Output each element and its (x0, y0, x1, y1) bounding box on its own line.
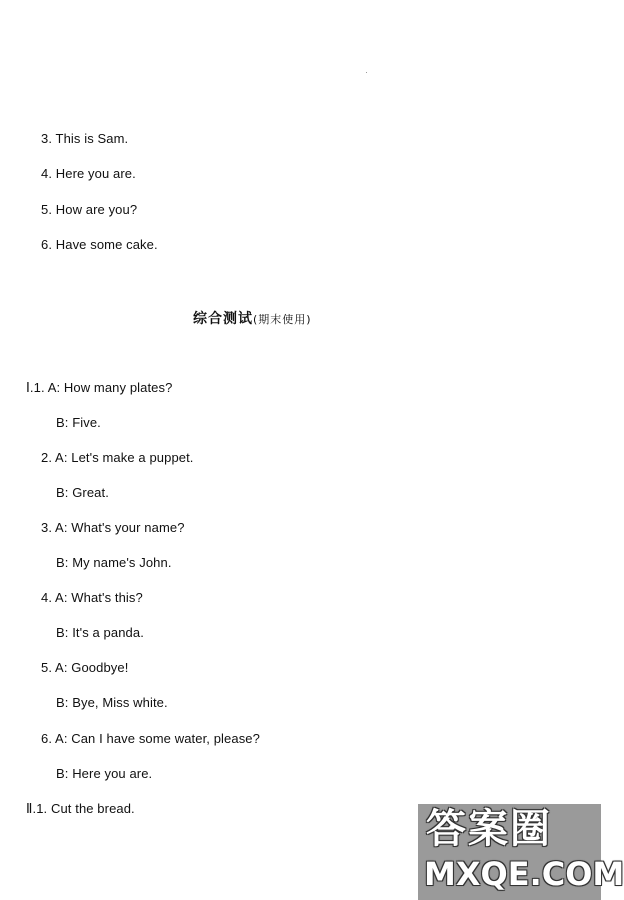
item-text: Have some cake. (55, 237, 158, 252)
section-1-item-4-a (41, 590, 143, 606)
speaker-a-line: A: Goodbye! (55, 660, 129, 675)
list-item (41, 237, 158, 253)
section-2-item-1 (26, 801, 135, 817)
item-number: 4. (41, 166, 53, 181)
section-1-item-2-a (41, 450, 194, 466)
section-1-item-5-b (56, 695, 168, 711)
item-number: 5. (41, 202, 53, 217)
speaker-b-line: B: My name's John. (56, 555, 172, 570)
item-number: 2. (41, 450, 53, 465)
speaker-a-line: A: Let's make a puppet. (55, 450, 194, 465)
section-1-item-2-b (56, 485, 109, 501)
section-1-label: Ⅰ. (26, 380, 34, 395)
speaker-a-line: A: Can I have some water, please? (55, 731, 260, 746)
speaker-a-line: A: How many plates? (47, 380, 173, 395)
item-text: How are you? (55, 202, 138, 217)
section-2-label: Ⅱ. (26, 801, 37, 816)
speaker-b-line: B: Great. (56, 485, 109, 500)
speaker-b-line: B: It's a panda. (56, 625, 144, 640)
section-1-item-3-b (56, 555, 172, 571)
speaker-b-line: B: Here you are. (56, 766, 153, 781)
item-number: 5. (41, 660, 53, 675)
list-item (41, 166, 136, 182)
scan-speck (366, 72, 367, 73)
list-item (41, 202, 137, 218)
item-number: 4. (41, 590, 53, 605)
speaker-b-line: B: Five. (56, 415, 101, 430)
section-1-item-3-a (41, 520, 185, 536)
section-title-sub: (期末使用) (253, 313, 312, 326)
item-number: 3. (41, 131, 53, 146)
item-text: Here you are. (55, 166, 136, 181)
item-number: 1. (33, 380, 45, 395)
item-text: Cut the bread. (50, 801, 135, 816)
section-1-item-4-b (56, 625, 144, 641)
item-number: 6. (41, 237, 53, 252)
section-1-item-5-a (41, 660, 128, 676)
speaker-a-line: A: What's this? (55, 590, 143, 605)
section-1-item-6-a (41, 731, 260, 747)
section-1-item-6-b (56, 766, 152, 782)
list-item (41, 131, 128, 147)
section-1-item-1-a (26, 380, 172, 396)
section-title (193, 310, 312, 329)
item-number: 6. (41, 731, 53, 746)
watermark-cn-text: 答案圈 (426, 806, 552, 852)
watermark-en-text: MXQE.COM (424, 855, 624, 893)
item-number: 3. (41, 520, 53, 535)
watermark-logo (418, 804, 624, 900)
speaker-b-line: B: Bye, Miss white. (56, 695, 168, 710)
speaker-a-line: A: What's your name? (55, 520, 185, 535)
section-1-item-1-b (56, 415, 101, 431)
item-number: 1. (36, 801, 48, 816)
section-title-main: 综合测试 (193, 311, 253, 327)
item-text: This is Sam. (55, 131, 129, 146)
